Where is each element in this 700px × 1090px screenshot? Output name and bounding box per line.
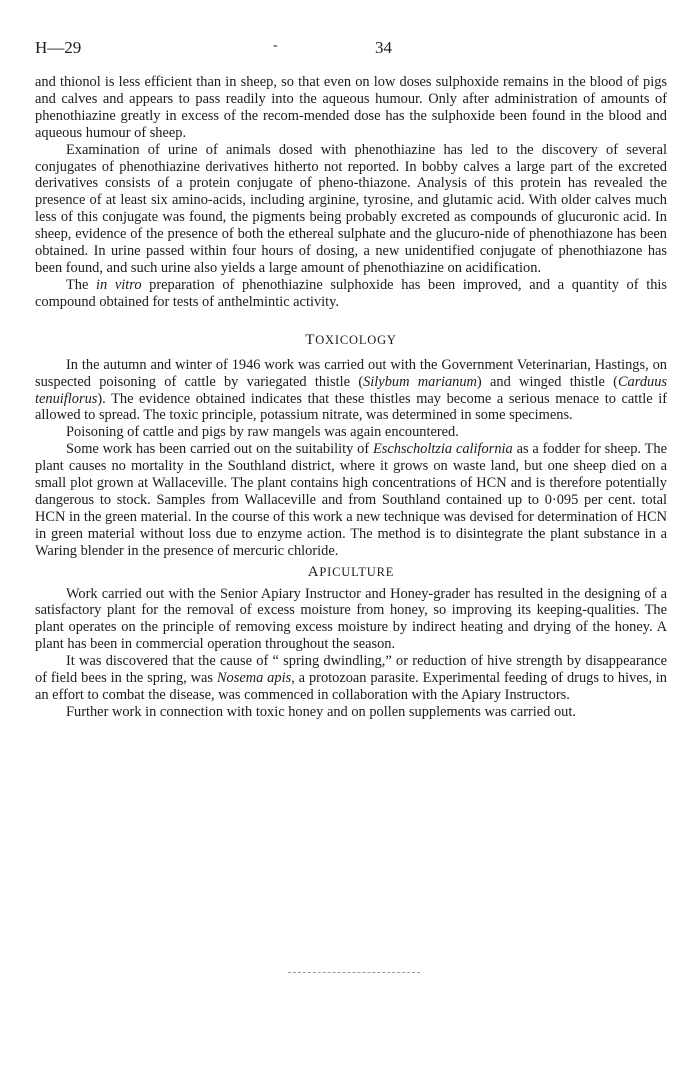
paragraph-urine-conjugates: Examination of urine of animals dosed with phenothiazine has led to the discovery of several conjugates of phenothiazine derivatives hitherto not reported. In bobby calves a large part of the excreted derivatives consists of a protein conjugate of pheno-thiazone. Analysis of this protein has revealed the presence of at least six amino-acids, including arginine, tyrosine, and glutamic acid. With older calves much less of this conjugate was found, the pigments being probably excreted as compounds of glucuronic acid. In sheep, evidence of the presence of both the ethereal sulphate and the glucuro-nide of phenothiazone has been obtained. In urine passed within four hours of dosing, a new unidentified conjugate of phenothiazone has been found, and such urine also yields a large amount of phenothiazine on acidification.	[35, 141, 667, 276]
section-heading-toxicology: TOXICOLOGY	[305, 331, 397, 348]
paragraph-thionol: and thionol is less efficient than in sheep, so that even on low doses sulphoxide remains in the blood of pigs and calves and appears to pass readily into the aqueous humour. Only after administration of amounts of phenothiazine greatly in excess of the recom-mended dose has the sulphoxide been found in the blood and aqueous humour of sheep.	[35, 74, 667, 141]
end-rule-divider	[288, 972, 420, 973]
paragraph-thistle-poisoning: In the autumn and winter of 1946 work was carried out with the Government Veterinarian, Hastings, on suspected poisoning of cattle by variegated thistle (Silybum marianum) and winged thistle (Carduus tenuiflorus). The evidence obtained indicates that these thistles may become a serious menace to cattle if allowed to spread. The toxic principle, potassium nitrate, was determined in some specimens.	[35, 356, 667, 424]
document-reference: H—29	[35, 38, 82, 57]
paragraph-spring-dwindling: It was discovered that the cause of “ spring dwindling,” or reduction of hive strength by disappearance of field bees in the spring, was Nosema apis, a protozoan parasite. Experimental feeding of drugs to hives, in an effort to combat the disease, was commenced in collaboration with the Apiary Instructors.	[35, 653, 667, 703]
header-mark: -	[273, 38, 278, 53]
paragraph-eschscholtzia: Some work has been carried out on the suitability of Eschscholtzia california as a fodder for sheep. The plant causes no mortality in the Southland district, where it grows on waste land, but one sheep died on a small plot grown at Wallaceville. The plant contains high concentrations of HCN and is therefore potentially dangerous to stock. Samples from Wallaceville and from Southland contained up to 0·095 per cent. total HCN in the green material. In the course of this work a new technique was devised for determination of HCN in green material without loss due to enzyme action. The method is to disintegrate the plant substance in a Waring blender in the presence of mercuric chloride.	[35, 441, 667, 559]
paragraph-mangels: Poisoning of cattle and pigs by raw mangels was again encountered.	[66, 424, 459, 441]
paragraph-toxic-honey: Further work in connection with toxic honey and on pollen supplements was carried out.	[66, 703, 576, 720]
paragraph-honey-moisture: Work carried out with the Senior Apiary Instructor and Honey-grader has resulted in the designing of a satisfactory plant for the removal of excess moisture from honey, so improving its keeping-qualities. The plant operates on the principle of removing excess moisture by indirect heating and drying of the honey. A plant has been in commercial operation throughout the season.	[35, 585, 667, 653]
paragraph-in-vitro: The in vitro preparation of phenothiazine sulphoxide has been improved, and a quantity of this compound obtained for tests of anthelmintic activity.	[35, 276, 667, 310]
page-body	[35, 74, 667, 721]
page-number: 34	[375, 38, 392, 57]
page-header	[35, 38, 665, 60]
section-heading-apiculture: APICULTURE	[307, 563, 395, 580]
